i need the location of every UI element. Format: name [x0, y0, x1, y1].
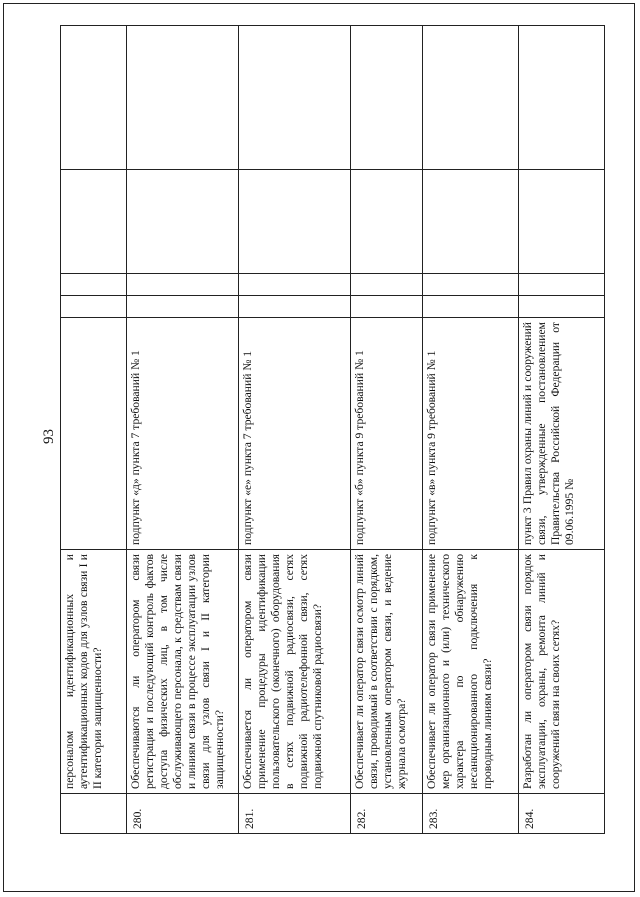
- empty-cell: [61, 26, 127, 170]
- row-number: [61, 794, 127, 834]
- empty-cell: [127, 274, 239, 296]
- question-cell: Обеспечивается ли оператором связи применение процедуры идентификации пользовательского (оконечного) оборудования в сетях подвижной радиосвязи, сетях подвижной радиотелефонной связи, сетях подвижной спутниковой радиосвязи?: [239, 550, 351, 794]
- document-table-area: [60, 26, 604, 834]
- row-number: 284.: [519, 794, 605, 834]
- empty-cell: [61, 296, 127, 318]
- table-row: [351, 26, 423, 834]
- requirement-cell: [61, 318, 127, 550]
- row-number: 280.: [127, 794, 239, 834]
- row-number: 281.: [239, 794, 351, 834]
- empty-cell: [519, 296, 605, 318]
- empty-cell: [351, 170, 423, 274]
- page-number: 93: [41, 429, 57, 444]
- requirement-cell: подпункт «е» пункта 7 требований № 1: [239, 318, 351, 550]
- table-row: [61, 26, 127, 834]
- question-cell: Обеспечиваются ли оператором связи регистрация и последующий контроль фактов доступа физических лиц, в том числе обслуживающего персонала, к средствам связи и линиям связи в процессе эксплуатации узлов связи для узлов связи I и II категории защищенности?: [127, 550, 239, 794]
- empty-cell: [127, 170, 239, 274]
- row-number: 282.: [351, 794, 423, 834]
- empty-cell: [423, 296, 519, 318]
- empty-cell: [239, 296, 351, 318]
- empty-cell: [239, 26, 351, 170]
- empty-cell: [239, 170, 351, 274]
- empty-cell: [127, 26, 239, 170]
- requirement-cell: пункт 3 Правил охраны линий и сооружений связи, утвержденные постановлением Правительства Российской Федерации от 09.06.1995 №: [519, 318, 605, 550]
- requirement-cell: подпункт «д» пункта 7 требований № 1: [127, 318, 239, 550]
- empty-cell: [351, 26, 423, 170]
- empty-cell: [519, 26, 605, 170]
- empty-cell: [61, 274, 127, 296]
- requirement-cell: подпункт «в» пункта 9 требований № 1: [423, 318, 519, 550]
- empty-cell: [351, 296, 423, 318]
- empty-cell: [519, 170, 605, 274]
- inspection-table: [60, 25, 605, 834]
- requirement-cell: подпункт «б» пункта 9 требований № 1: [351, 318, 423, 550]
- question-cell: Обеспечивает ли оператор связи применение мер организационного и (или) технического характера по обнаружению несанкционированного подключения к проводным линиям связи?: [423, 550, 519, 794]
- empty-cell: [423, 170, 519, 274]
- table-row: [239, 26, 351, 834]
- empty-cell: [127, 296, 239, 318]
- empty-cell: [423, 274, 519, 296]
- table-row: [127, 26, 239, 834]
- question-cell: Обеспечивает ли оператор связи осмотр линий связи, проводимый в соответствии с порядком, установленным оператором связи, и ведение журнала осмотра?: [351, 550, 423, 794]
- table-row: [423, 26, 519, 834]
- empty-cell: [423, 26, 519, 170]
- question-cell: Разработан ли оператором связи порядок эксплуатации, охраны, ремонта линий и сооружений связи на своих сетях?: [519, 550, 605, 794]
- empty-cell: [61, 170, 127, 274]
- table-row: [519, 26, 605, 834]
- empty-cell: [519, 274, 605, 296]
- question-cell: персоналом идентификационных и аутентификационных кодов для узлов связи I и II категории защищенности?: [61, 550, 127, 794]
- empty-cell: [239, 274, 351, 296]
- row-number: 283.: [423, 794, 519, 834]
- empty-cell: [351, 274, 423, 296]
